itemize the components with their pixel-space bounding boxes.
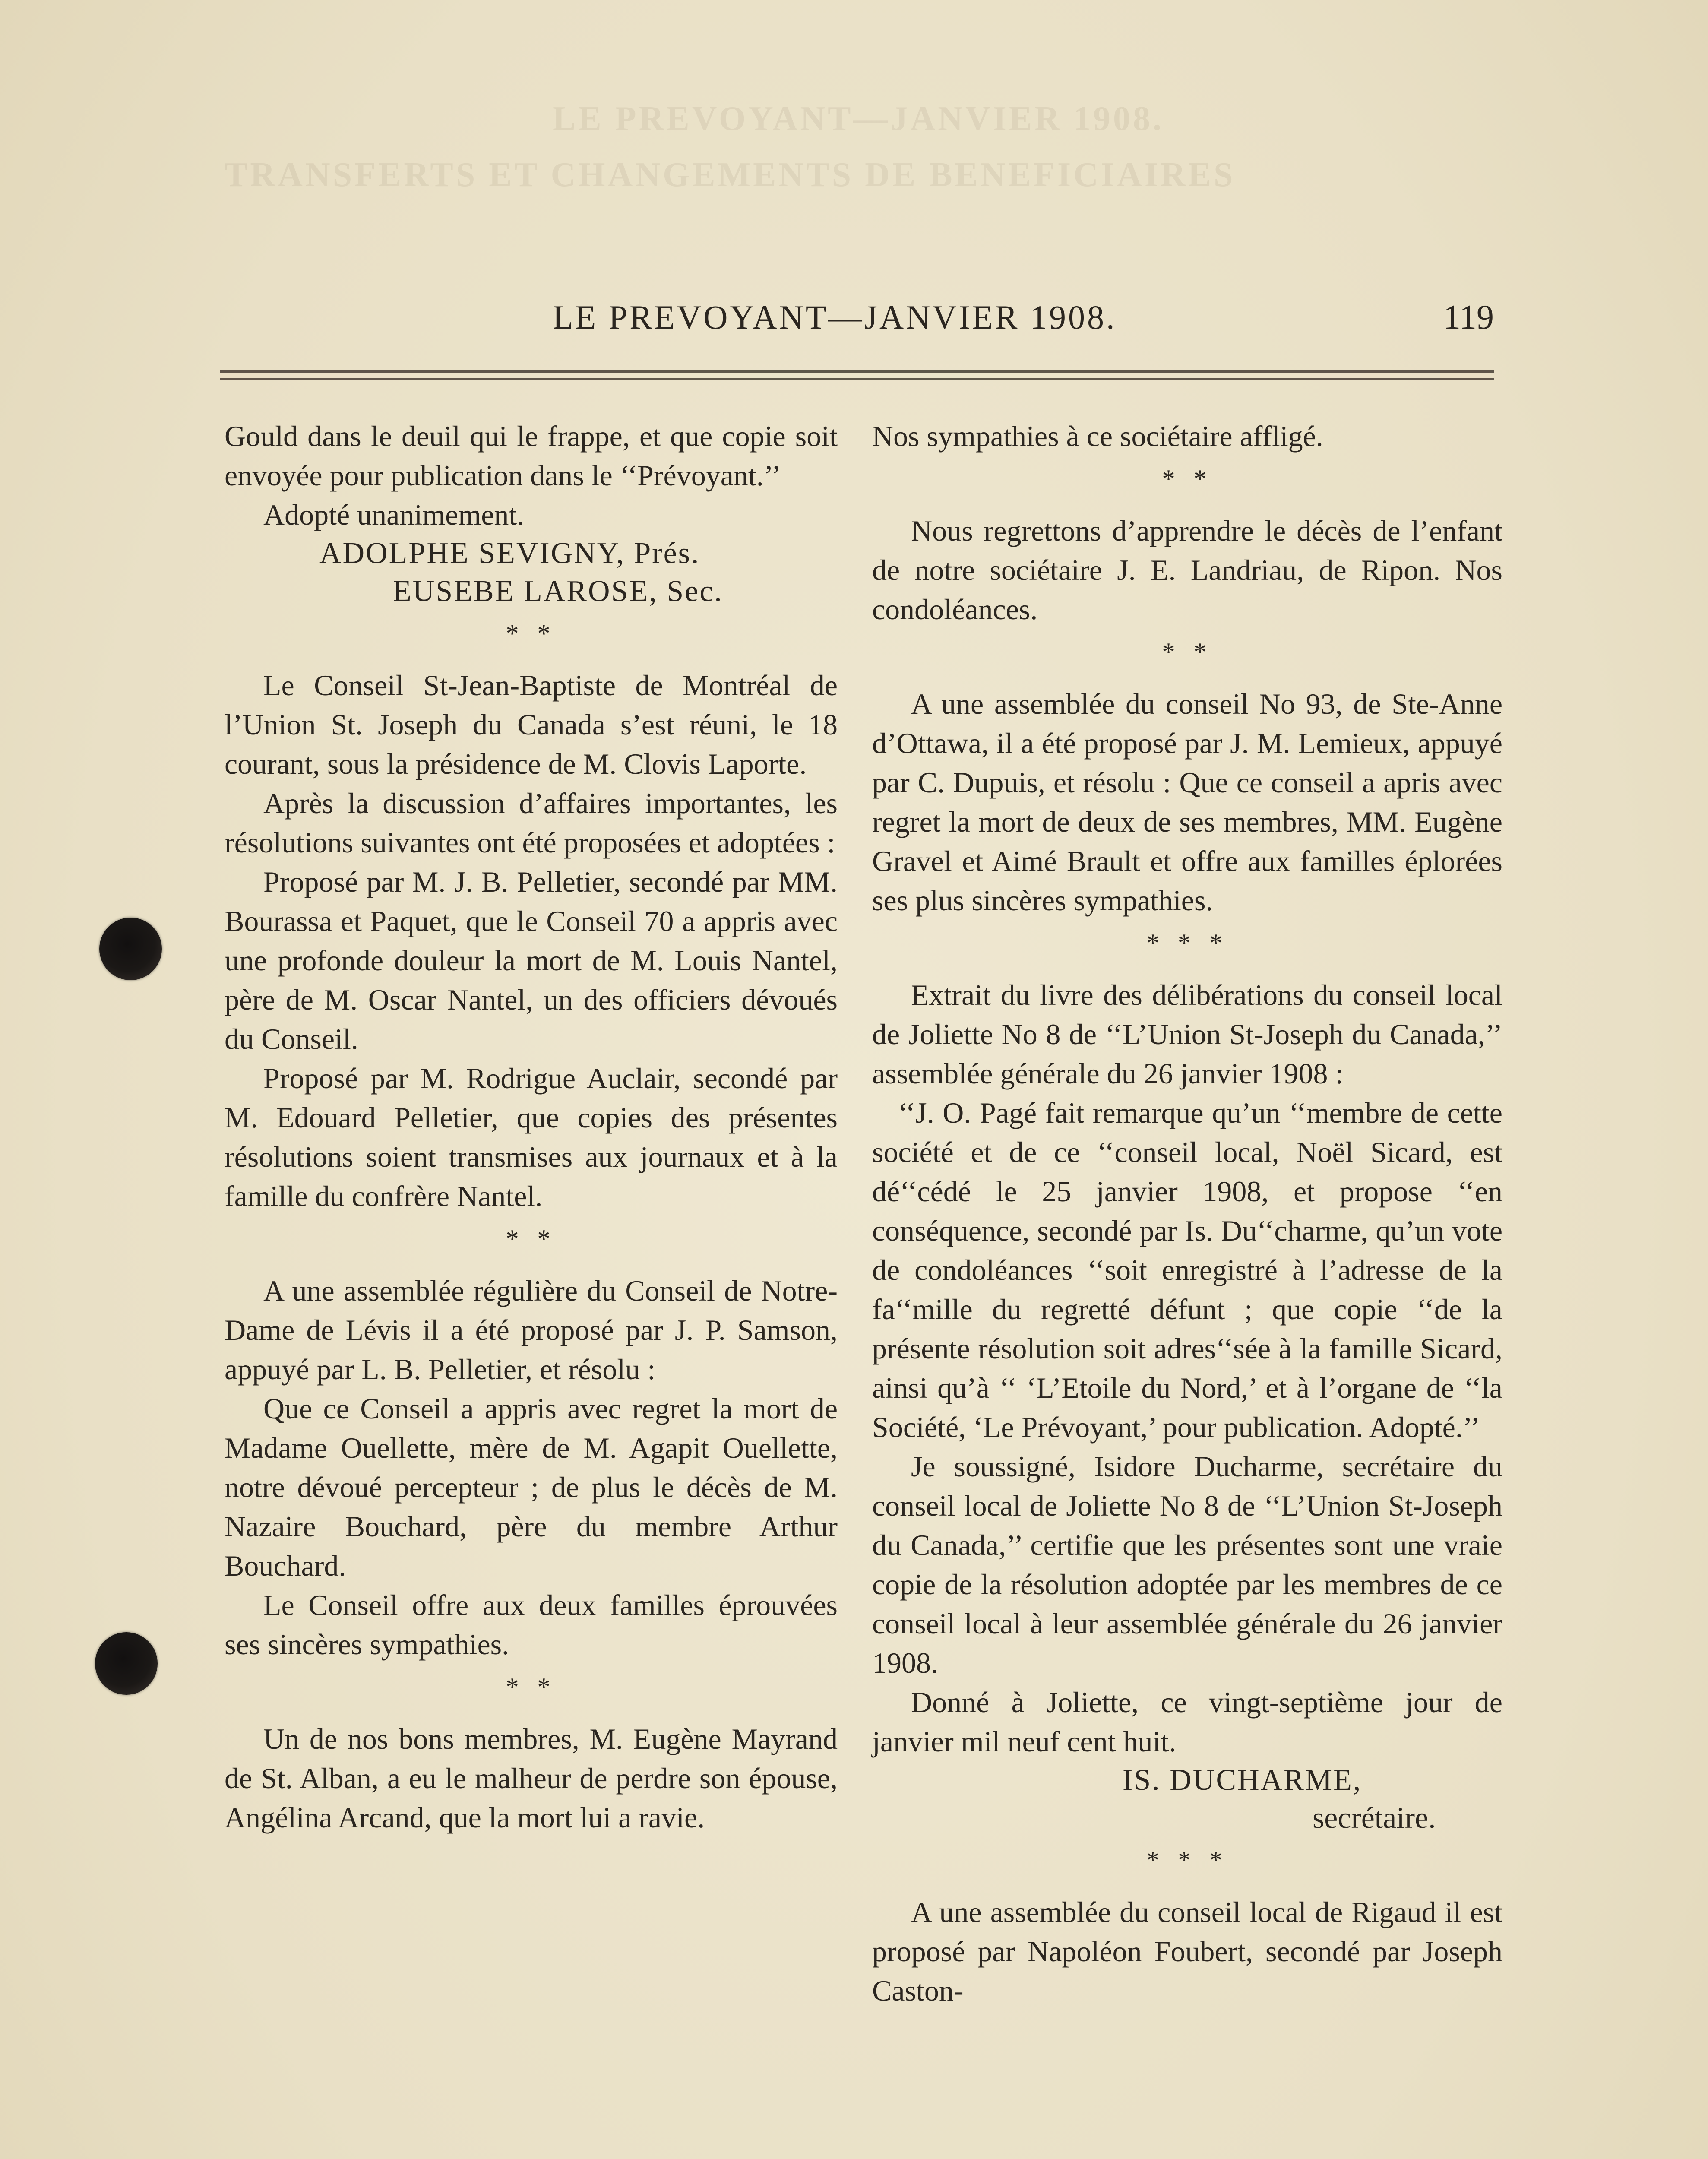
page-number: 119	[1443, 298, 1494, 336]
paragraph: Proposé par M. J. B. Pelletier, secondé par MM. Bourassa et Paquet, que le Conseil 70 a appris avec une profonde douleur la mort de M. Louis Nantel, père de M. Oscar Nantel, un des officiers dévoués du Conseil.	[225, 865, 838, 1055]
section-separator: * * *	[1146, 1846, 1228, 1874]
right-column	[872, 417, 1502, 2010]
paragraph: ‘‘J. O. Pagé fait remarque qu’un ‘‘membre de cette société et de ce ‘‘conseil local, Noël Sicard, est dé‘‘cédé le 25 janvier 1908, et propose ‘‘en conséquence, secondé par Is. Du‘‘charme, qu’un vote de condoléances ‘‘soit enregistré à l’adresse de la fa‘‘mille du regretté défunt ; que copie ‘‘de la présente résolution soit adres‘‘sée à la famille Sicard, ainsi qu’à ‘‘ ‘L’Etoile du Nord,’ et à l’organe de ‘‘la Société, ‘Le Prévoyant,’ pour publication. Adopté.’’	[872, 1096, 1502, 1444]
paragraph: A une assemblée du conseil local de Rigaud il est proposé par Napoléon Foubert, secondé par Joseph Caston-	[872, 1896, 1502, 2007]
header-rule-top	[220, 370, 1494, 373]
section-separator: * *	[1162, 465, 1213, 493]
paragraph: Après la discussion d’affaires importantes, les résolutions suivantes ont été proposées et adoptées :	[225, 787, 838, 859]
section-separator: * *	[506, 1225, 557, 1253]
paragraph: Le Conseil St-Jean-Baptiste de Montréal de l’Union St. Joseph du Canada s’est réuni, le 18 courant, sous la présidence de M. Clovis Laporte.	[225, 669, 838, 780]
section-separator: * *	[506, 1673, 557, 1701]
section-separator: * *	[1162, 638, 1213, 666]
signature-president: ADOLPHE SEVIGNY, Prés.	[319, 537, 700, 570]
paragraph: Nos sympathies à ce sociétaire affligé.	[872, 420, 1323, 453]
signature-title: secrétaire.	[1313, 1801, 1436, 1835]
punch-hole-bottom	[95, 1632, 158, 1695]
paragraph: A une assemblée régulière du Conseil de Notre-Dame de Lévis il a été proposé par J. P. Samson, appuyé par L. B. Pelletier, et résolu :	[225, 1274, 838, 1386]
bleed-line-1: LE PREVOYANT—JANVIER 1908.	[553, 100, 1164, 138]
paragraph: Je soussigné, Isidore Ducharme, secrétaire du conseil local de Joliette No 8 de ‘‘L’Union St-Joseph du Canada,’’ certifie que les présentes sont une vraie copie de la résolution adoptée par les membres de ce conseil local à leur assemblée générale du 26 janvier 1908.	[872, 1450, 1502, 1679]
punch-hole-top	[99, 918, 162, 980]
signature-name: IS. DUCHARME,	[1123, 1763, 1362, 1797]
header-rule-bottom	[220, 378, 1494, 380]
paragraph: A une assemblée du conseil No 93, de Ste-Anne d’Ottawa, il a été proposé par J. M. Lemieux, appuyé par C. Dupuis, et résolu : Que ce conseil a apris avec regret la mort de deux de ses membres, MM. Eugène Gravel et Aimé Brault et offre aux familles éplorées ses plus sincères sympathies.	[872, 687, 1502, 917]
running-header	[216, 298, 1494, 354]
section-separator: * * *	[1146, 929, 1228, 957]
paragraph: Le Conseil offre aux deux familles éprouvées ses sincères sympathies.	[225, 1589, 838, 1661]
paragraph: Que ce Conseil a appris avec regret la mort de Madame Ouellette, mère de M. Agapit Ouellette, notre dévoué percepteur ; de plus le décès de M. Nazaire Bouchard, père du membre Arthur Bouchard.	[225, 1392, 838, 1582]
left-column	[225, 417, 838, 1837]
paragraph: Nous regrettons d’apprendre le décès de l’enfant de notre sociétaire J. E. Landriau, de Ripon. Nos condoléances.	[872, 514, 1502, 626]
paragraph: Adopté unanimement.	[263, 498, 525, 531]
paragraph: Gould dans le deuil qui le frappe, et que copie soit envoyée pour publication dans le ‘‘Prévoyant.’’	[225, 420, 838, 492]
signature-secretary: EUSEBE LAROSE, Sec.	[393, 575, 723, 608]
running-title: LE PREVOYANT—JANVIER 1908.	[553, 298, 1117, 336]
quoted-resolution	[872, 1093, 1502, 1447]
section-separator: * *	[506, 619, 557, 648]
bleed-line-2: TRANSFERTS ET CHANGEMENTS DE BENEFICIAIRES	[225, 156, 1236, 194]
paragraph: Un de nos bons membres, M. Eugène Mayrand de St. Alban, a eu le malheur de perdre son épouse, Angélina Arcand, que la mort lui a ravie.	[225, 1722, 838, 1834]
bleed-through-text	[225, 91, 1477, 307]
paragraph: Proposé par M. Rodrigue Auclair, secondé par M. Edouard Pelletier, que copies des présentes résolutions soient transmises aux journaux et à la famille du confrère Nantel.	[225, 1062, 838, 1212]
paragraph: Donné à Joliette, ce vingt-septième jour de janvier mil neuf cent huit.	[872, 1686, 1502, 1758]
paragraph: Extrait du livre des délibérations du conseil local de Joliette No 8 de ‘‘L’Union St-Joseph du Canada,’’ assemblée générale du 26 janvier 1908 :	[872, 978, 1502, 1090]
